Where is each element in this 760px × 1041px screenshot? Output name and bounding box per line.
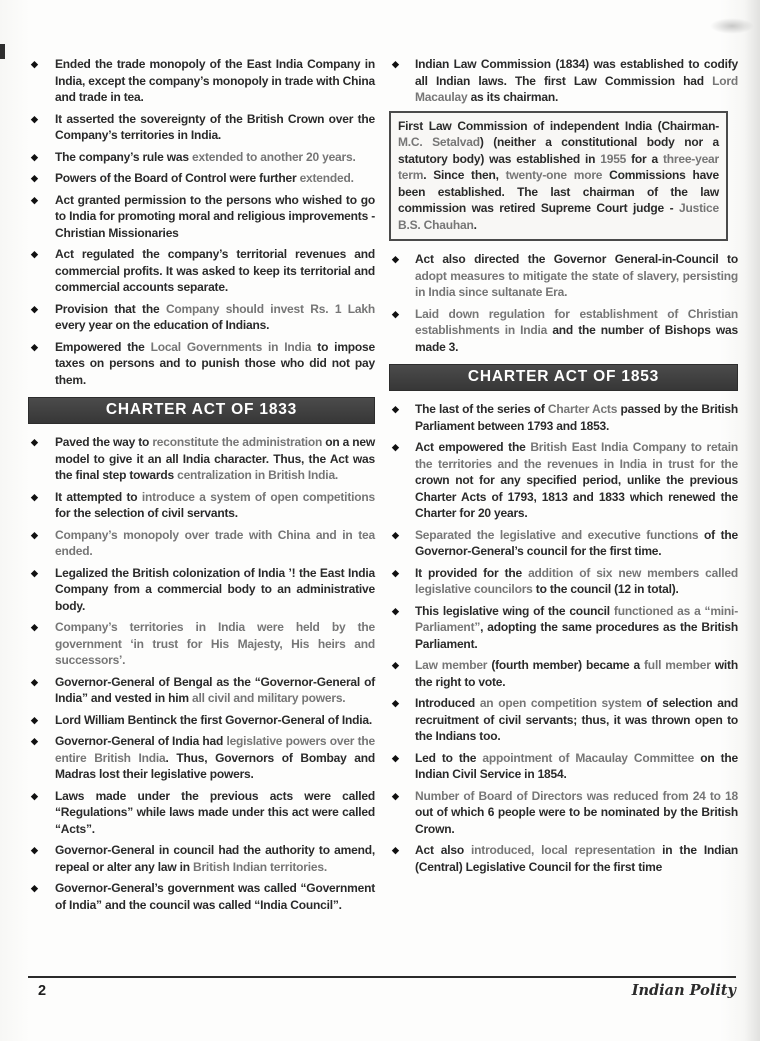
text-segment: Indian Law Commission (1834) was established to codify all Indian laws. The first Law Commission had — [415, 57, 738, 88]
bullet-item — [28, 339, 375, 389]
text-segment: for a — [626, 151, 663, 166]
highlighted-text: Separated the legislative and executive functions — [415, 527, 699, 542]
highlighted-text: Company’s territories in India were held by the government ‘in trust for His Majesty, His heirs and successors’. — [55, 620, 375, 667]
bullet-text — [415, 251, 738, 301]
bullet-text — [415, 439, 738, 522]
bullet-item — [28, 246, 375, 296]
bullet-item — [389, 56, 738, 106]
bullet-text — [415, 401, 738, 434]
left-column — [28, 56, 375, 918]
bullet-text — [415, 750, 738, 783]
highlighted-text: full member — [644, 658, 711, 672]
bullet-item — [28, 619, 375, 669]
bullet-item — [389, 251, 738, 301]
text-segment: crown not for any specified period, unlike the previous Charter Acts of 1793, 1813 and 1833 which renewed the Charter for 20 years. — [415, 473, 738, 520]
bullet-text — [55, 733, 375, 783]
text-segment: Laws made under the previous acts were called “Regulations” while laws made under this act were called “Acts”. — [55, 788, 375, 836]
bullet-item — [28, 565, 375, 615]
diamond-bullet-icon: ◆ — [392, 308, 399, 319]
bullet-text — [415, 306, 738, 356]
text-segment: as its chairman. — [467, 90, 559, 104]
highlighted-text: Company should invest Rs. 1 Lakh — [165, 301, 375, 316]
bullet-text — [55, 170, 375, 187]
bullet-text — [415, 565, 738, 598]
text-segment: for the selection of civil servants. — [55, 506, 238, 520]
diamond-bullet-icon: ◆ — [392, 660, 399, 670]
text-segment: and the number of Bishops was made 3. — [415, 323, 738, 354]
diamond-bullet-icon: ◆ — [31, 151, 38, 162]
text-segment: ) (neither a constitutional body nor a statutory body) was established in — [398, 135, 719, 166]
text-segment: Legalized the British colonization of India ’! the East India Company from a commercial body to an administrative body. — [55, 565, 375, 613]
diamond-bullet-icon: ◆ — [31, 790, 38, 801]
bullet-item — [28, 192, 375, 242]
section-header-charter-act-1833: CHARTER ACT OF 1833 — [28, 397, 375, 424]
right-column — [389, 56, 738, 880]
book-title: Indian Polity — [631, 982, 736, 999]
bullet-list-1813-act — [28, 56, 375, 388]
text-segment: Commissions have been established. The last chairman of the law commission was retired Supreme Court judge - — [398, 168, 719, 215]
text-segment: Act regulated the company’s territorial revenues and commercial profits. It was asked to keep its territorial and commercial accounts separate. — [55, 247, 375, 294]
diamond-bullet-icon: ◆ — [392, 845, 399, 855]
bullet-text — [415, 603, 738, 653]
text-segment: It attempted to — [55, 489, 142, 504]
text-segment: Governor-General’s government was called “Government of India” and the council was called “India Council”. — [55, 881, 375, 912]
diamond-bullet-icon: ◆ — [31, 491, 38, 502]
bullet-text — [55, 246, 375, 296]
text-segment: of the Governor-General’s council for the first time. — [415, 527, 738, 558]
scan-artifact-top-left — [0, 44, 5, 59]
highlighted-text: three-year term — [398, 151, 719, 182]
bullet-item — [389, 565, 738, 598]
page-number: 2 — [38, 983, 47, 999]
bullet-text — [55, 56, 375, 106]
text-segment: to the council (12 in total). — [532, 582, 679, 596]
bullet-text — [55, 434, 375, 484]
text-segment: Introduced — [415, 696, 480, 710]
diamond-bullet-icon: ◆ — [31, 676, 38, 687]
highlighted-text: introduced, local representation — [471, 843, 656, 857]
diamond-bullet-icon: ◆ — [392, 404, 399, 414]
text-segment: It provided for the — [415, 565, 529, 580]
highlighted-text: addition of six new members called legislative councilors — [415, 565, 738, 596]
bullet-text — [55, 788, 375, 838]
text-segment: This legislative wing of the council — [415, 603, 614, 618]
bullet-list-1813-act-continued — [389, 251, 738, 355]
text-segment: Act granted permission to the persons who wished to go to India for promoting moral and religious improvements - Christian Missionaries — [55, 192, 375, 240]
bullet-item — [389, 439, 738, 522]
text-segment: . — [473, 217, 477, 232]
highlighted-text: Justice B.S. Chauhan — [398, 201, 719, 232]
bullet-item — [389, 401, 738, 434]
bullet-item — [389, 603, 738, 653]
diamond-bullet-icon: ◆ — [31, 113, 38, 124]
highlighted-text: legislative powers over the entire British India — [55, 734, 375, 765]
bullet-text — [55, 339, 375, 389]
bullet-text — [415, 56, 738, 106]
bullet-text — [55, 712, 375, 729]
bullet-text — [55, 192, 375, 242]
text-segment: The last of the series of — [415, 402, 548, 416]
section-header-charter-act-1853: CHARTER ACT OF 1853 — [389, 364, 738, 391]
text-segment: Governor-General in council had the authority to amend, repeal or alter any law in — [55, 843, 375, 874]
bullet-item — [28, 842, 375, 875]
bullet-item — [28, 527, 375, 560]
bullet-item — [389, 695, 738, 745]
text-segment: It asserted the sovereignty of the British Crown over the Company’s territories in India. — [55, 111, 375, 142]
diamond-bullet-icon: ◆ — [31, 567, 38, 578]
bullet-text — [55, 880, 375, 913]
highlighted-text: British Indian territories. — [193, 859, 327, 874]
bullet-text — [415, 695, 738, 745]
diamond-bullet-icon: ◆ — [31, 714, 38, 725]
bullet-text — [415, 788, 738, 838]
bullet-text — [415, 842, 738, 875]
diamond-bullet-icon: ◆ — [31, 194, 38, 205]
diamond-bullet-icon: ◆ — [392, 605, 399, 616]
bullet-text — [55, 301, 375, 334]
page-footer — [28, 976, 736, 999]
text-segment: Paved the way to — [55, 435, 153, 449]
highlighted-text: Local Governments in India — [150, 339, 312, 354]
bullet-text — [55, 489, 375, 522]
bullet-item — [28, 111, 375, 144]
text-segment: on the Indian Civil Service in 1854. — [415, 750, 738, 781]
text-segment: Governor-General of Bengal as the “Governor-General of India” and vested in him — [55, 674, 375, 705]
highlighted-text: Laid down regulation for establishment of Christian establishments in India — [415, 306, 738, 337]
diamond-bullet-icon: ◆ — [392, 442, 399, 452]
bullet-item — [28, 56, 375, 106]
diamond-bullet-icon: ◆ — [31, 883, 38, 893]
diamond-bullet-icon: ◆ — [392, 529, 399, 540]
bullet-text — [55, 565, 375, 615]
bullet-item — [389, 788, 738, 838]
bullet-text — [55, 149, 375, 166]
highlighted-text: Law member — [415, 658, 488, 672]
highlighted-text: twenty-one more — [505, 168, 603, 182]
highlighted-text: Charter Acts — [547, 402, 618, 416]
diamond-bullet-icon: ◆ — [392, 567, 399, 578]
highlighted-text: British East India Company to retain the territories and the revenues in India in trust for the — [415, 440, 738, 471]
text-segment: Led to the — [415, 750, 483, 765]
text-segment: . Thus, Governors of Bombay and Madras lost their legislative powers. — [55, 750, 375, 781]
info-box-first-law-commission — [389, 111, 728, 242]
diamond-bullet-icon: ◆ — [31, 303, 38, 314]
diamond-bullet-icon: ◆ — [31, 845, 38, 855]
text-segment: every year on the education of Indians. — [55, 318, 270, 332]
bullet-list-law-commission — [389, 56, 738, 106]
highlighted-text: appointment of Macaulay Committee — [482, 750, 695, 765]
text-segment: to impose taxes on persons and to punish those who did not pay them. — [55, 339, 375, 387]
bullet-text — [415, 527, 738, 560]
text-segment: . Since then, — [423, 168, 506, 182]
text-segment: on a new model to give it an all India character. Thus, the Act was the final step towards — [55, 435, 376, 482]
diamond-bullet-icon: ◆ — [31, 341, 38, 352]
text-segment: , adopting the same procedures as the British Parliament. — [415, 620, 738, 651]
text-segment: Act also directed the Governor General-in-Council to — [415, 252, 738, 266]
bullet-text — [415, 657, 738, 690]
scan-edge-shadow — [744, 0, 760, 1041]
scan-artifact-top-right — [710, 18, 754, 34]
bullet-item — [389, 527, 738, 560]
text-segment: Lord William Bentinck the first Governor-General of India. — [55, 712, 373, 727]
text-segment: Powers of the Board of Control were further — [55, 171, 300, 185]
diamond-bullet-icon: ◆ — [392, 790, 399, 801]
highlighted-text: Lord Macaulay — [415, 73, 738, 104]
text-segment: Provision that the — [55, 301, 166, 316]
diamond-bullet-icon: ◆ — [31, 529, 38, 540]
bullet-item — [28, 149, 375, 166]
diamond-bullet-icon: ◆ — [31, 622, 38, 632]
bullet-item — [389, 306, 738, 356]
text-segment: in the Indian (Central) Legislative Council for the first time — [415, 843, 738, 874]
bullet-item — [389, 750, 738, 783]
highlighted-text: functioned as a “mini-Parliament” — [415, 603, 738, 634]
bullet-text — [55, 527, 375, 560]
highlighted-text: introduce a system of open competitions — [141, 489, 375, 504]
highlighted-text: centralization in British India. — [177, 468, 339, 482]
bullet-item — [28, 788, 375, 838]
highlighted-text: reconstitute the administration — [152, 435, 323, 449]
bullet-text — [55, 619, 375, 669]
bullet-item — [28, 301, 375, 334]
diamond-bullet-icon: ◆ — [31, 437, 38, 447]
bullet-item — [28, 489, 375, 522]
bullet-text — [55, 111, 375, 144]
highlighted-text: extended. — [299, 171, 354, 185]
text-segment: passed by the British Parliament between 1793 and 1853. — [415, 402, 739, 433]
bullet-item — [28, 712, 375, 729]
diamond-bullet-icon: ◆ — [31, 736, 38, 746]
bullet-item — [28, 170, 375, 187]
bullet-list-charter-act-1853 — [389, 401, 738, 875]
bullet-item — [28, 880, 375, 913]
text-segment: Act empowered the — [415, 440, 531, 454]
bullet-item — [28, 674, 375, 707]
bullet-item — [28, 434, 375, 484]
highlighted-text: M.C. Setalvad — [398, 135, 480, 149]
highlighted-text: extended to another 20 years. — [192, 149, 356, 164]
highlighted-text: 1955 — [600, 151, 627, 166]
highlighted-text: Company’s monopoly over trade with China and in tea ended. — [55, 527, 375, 558]
text-segment: Governor-General of India had — [55, 734, 227, 748]
text-segment: Act also — [415, 843, 472, 857]
highlighted-text: Number of Board of Directors was reduced from 24 to 18 — [415, 788, 738, 803]
diamond-bullet-icon: ◆ — [392, 254, 399, 264]
diamond-bullet-icon: ◆ — [392, 698, 399, 708]
highlighted-text: an open competition system — [479, 696, 642, 710]
text-segment: The company’s rule was — [55, 149, 193, 164]
text-segment: Empowered the — [55, 339, 151, 354]
diamond-bullet-icon: ◆ — [31, 249, 38, 259]
highlighted-text: all civil and military powers. — [192, 691, 346, 705]
bullet-item — [389, 842, 738, 875]
text-segment: First Law Commission of independent India (Chairman- — [398, 118, 719, 133]
diamond-bullet-icon: ◆ — [31, 173, 38, 183]
bullet-list-charter-act-1833 — [28, 434, 375, 913]
text-segment: of selection and recruitment of civil servants; thus, it was thrown open to the Indians too. — [415, 696, 738, 743]
bullet-item — [389, 657, 738, 690]
highlighted-text: adopt measures to mitigate the state of slavery, persisting in India since sultanate Era. — [415, 268, 738, 299]
text-segment: with the right to vote. — [415, 658, 738, 689]
text-segment: Ended the trade monopoly of the East India Company in India, except the company’s monopoly in trade with China and trade in tea. — [55, 57, 375, 104]
bullet-text — [55, 674, 375, 707]
bullet-text — [55, 842, 375, 875]
bullet-item — [28, 733, 375, 783]
diamond-bullet-icon: ◆ — [392, 59, 399, 69]
diamond-bullet-icon: ◆ — [392, 752, 399, 763]
diamond-bullet-icon: ◆ — [31, 59, 38, 69]
text-segment: out of which 6 people were to be nominated by the British Crown. — [415, 805, 738, 836]
text-segment: (fourth member) became a — [487, 658, 645, 672]
